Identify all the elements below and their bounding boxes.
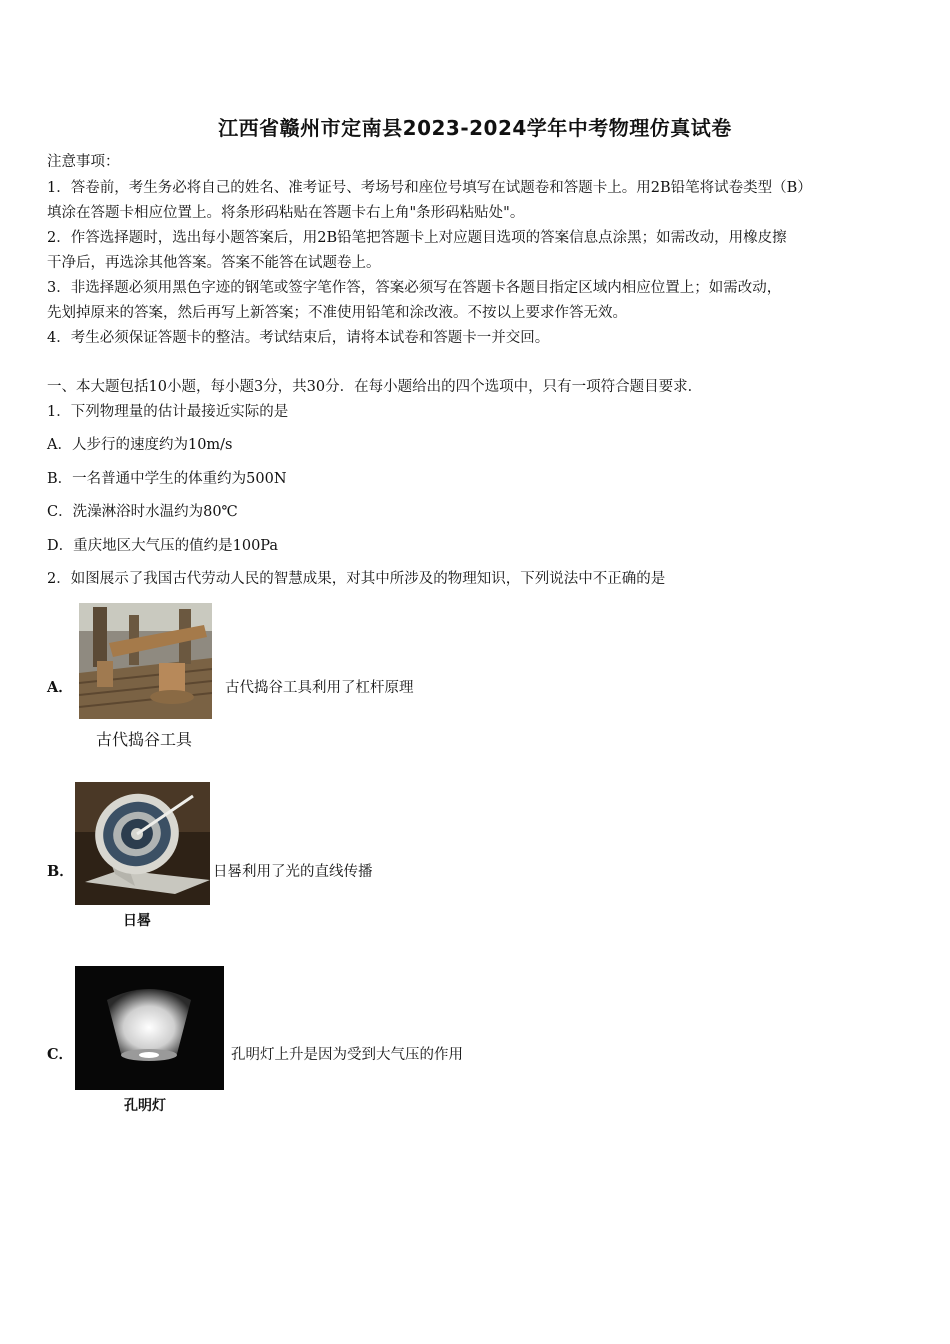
question-2-option-c-letter: C． bbox=[47, 1046, 74, 1063]
note-line: 干净后，再选涂其他答案。答案不能答在试题卷上。 bbox=[47, 255, 381, 271]
question-2-option-b-letter: B． bbox=[47, 863, 74, 880]
exam-title: 江西省赣州市定南县2023-2024学年中考物理仿真试卷 bbox=[218, 116, 732, 140]
question-1-option-a: A．人步行的速度约为10m/s bbox=[47, 437, 233, 453]
note-line: 1．答卷前，考生务必将自己的姓名、准考证号、考场号和座位号填写在试题卷和答题卡上。用2B铅笔将试卷类型（B） bbox=[47, 180, 812, 196]
notes-heading: 注意事项： bbox=[47, 154, 120, 170]
pounding-tool-caption: 古代捣谷工具 bbox=[96, 730, 193, 749]
question-2-option-a-letter: A． bbox=[47, 679, 73, 696]
sundial-caption: 日晷 bbox=[123, 913, 151, 929]
question-1-option-b: B．一名普通中学生的体重约为500N bbox=[47, 471, 287, 487]
question-2-option-c-text: 孔明灯上升是因为受到大气压的作用 bbox=[231, 1047, 463, 1063]
question-1-stem: 1．下列物理量的估计最接近实际的是 bbox=[47, 404, 289, 420]
section-heading: 一、本大题包括10小题，每小题3分，共30分．在每小题给出的四个选项中，只有一项符合题目要求． bbox=[47, 379, 703, 395]
note-line: 3．非选择题必须用黑色字迹的钢笔或签字笔作答，答案必须写在答题卡各题目指定区域内相应位置上；如需改动， bbox=[47, 280, 782, 296]
note-line: 填涂在答题卡相应位置上。将条形码粘贴在答题卡右上角"条形码粘贴处"。 bbox=[47, 205, 525, 221]
note-line: 4．考生必须保证答题卡的整洁。考试结束后，请将本试卷和答题卡一并交回。 bbox=[47, 330, 550, 346]
question-2-option-a-text: 古代捣谷工具利用了杠杆原理 bbox=[225, 680, 414, 696]
question-1-option-d: D．重庆地区大气压的值约是100Pa bbox=[47, 538, 279, 554]
note-line: 2．作答选择题时，选出每小题答案后，用2B铅笔把答题卡上对应题目选项的答案信息点涂黑；如需改动，用橡皮擦 bbox=[47, 230, 787, 246]
question-2-option-b-text: 日晷利用了光的直线传播 bbox=[213, 864, 373, 880]
note-line: 先划掉原来的答案，然后再写上新答案；不准使用铅笔和涂改液。不按以上要求作答无效。 bbox=[47, 305, 627, 321]
sky-lantern-image bbox=[75, 966, 224, 1090]
sky-lantern-caption: 孔明灯 bbox=[124, 1098, 166, 1114]
question-2-stem: 2．如图展示了我国古代劳动人民的智慧成果，对其中所涉及的物理知识，下列说法中不正确的是 bbox=[47, 571, 666, 587]
question-1-option-c: C．洗澡淋浴时水温约为80℃ bbox=[47, 504, 238, 520]
pounding-tool-image bbox=[79, 603, 212, 719]
sundial-image bbox=[75, 782, 210, 905]
